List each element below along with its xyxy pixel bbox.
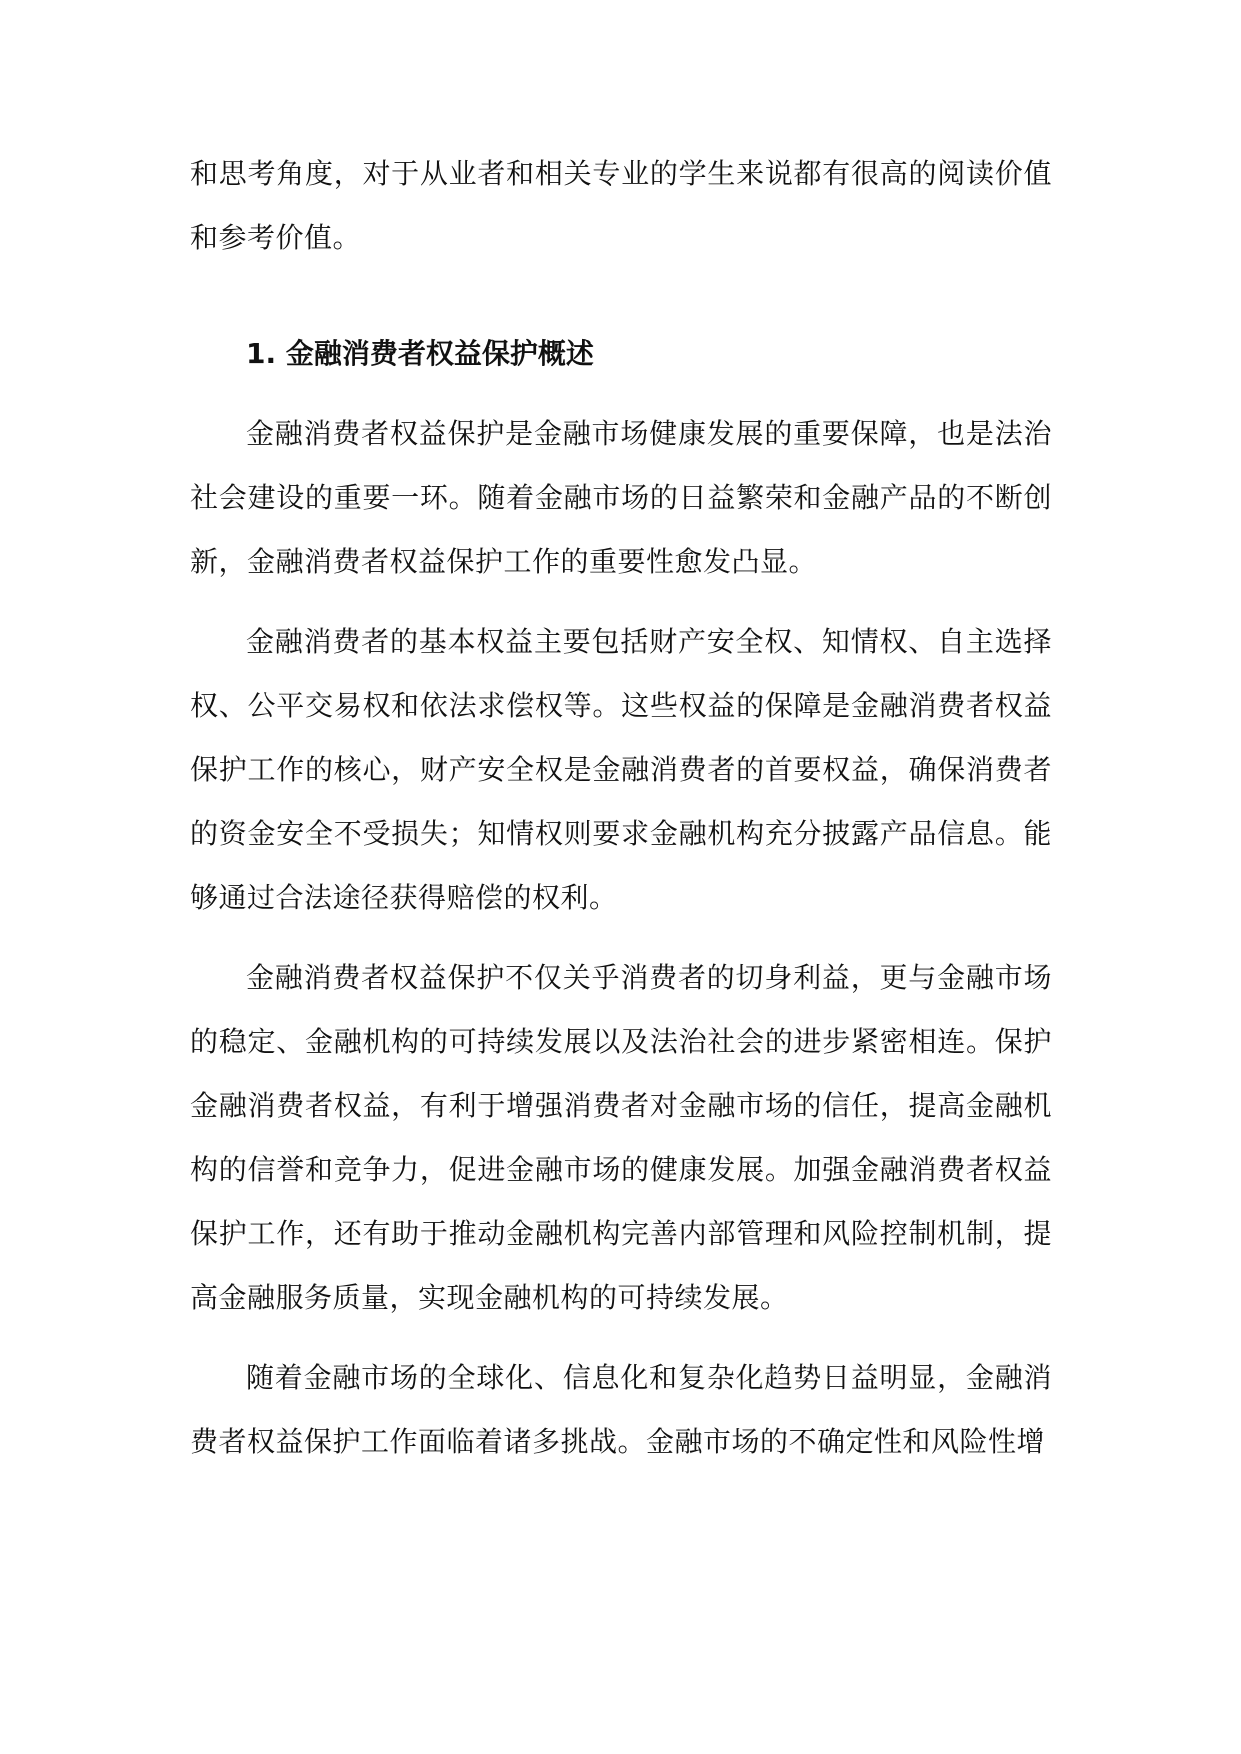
paragraph-spacer (190, 1330, 1052, 1346)
intro-paragraph: 和思考角度，对于从业者和相关专业的学生来说都有很高的阅读价值和参考价值。 (190, 157, 1052, 254)
body-paragraph-1: 金融消费者权益保护是金融市场健康发展的重要保障，也是法治社会建设的重要一环。随着金融市场的日益繁荣和金融产品的不断创新，金融消费者权益保护工作的重要性愈发凸显。 (190, 417, 1052, 578)
section-heading: 1. 金融消费者权益保护概述 (246, 337, 594, 370)
document-body (190, 142, 1052, 1474)
heading-spacer (190, 386, 1052, 402)
body-paragraph-3: 金融消费者权益保护不仅关乎消费者的切身利益，更与金融市场的稳定、金融机构的可持续发展以及法治社会的进步紧密相连。保护金融消费者权益，有利于增强消费者对金融市场的信任，提高金融机构的信誉和竞争力，促进金融市场的健康发展。加强金融消费者权益保护工作，还有助于推动金融机构完善内部管理和风险控制机制，提高金融服务质量，实现金融机构的可持续发展。 (190, 961, 1052, 1314)
body-paragraph-2: 金融消费者的基本权益主要包括财产安全权、知情权、自主选择权、公平交易权和依法求偿权等。这些权益的保障是金融消费者权益保护工作的核心，财产安全权是金融消费者的首要权益，确保消费者的资金安全不受损失；知情权则要求金融机构充分披露产品信息。能够通过合法途径获得赔偿的权利。 (190, 625, 1052, 914)
paragraph-spacer (190, 594, 1052, 610)
paragraph-spacer (190, 930, 1052, 946)
section-spacer (190, 270, 1052, 322)
body-paragraph-4: 随着金融市场的全球化、信息化和复杂化趋势日益明显，金融消费者权益保护工作面临着诸多挑战。金融市场的不确定性和风险性增 (190, 1361, 1052, 1458)
